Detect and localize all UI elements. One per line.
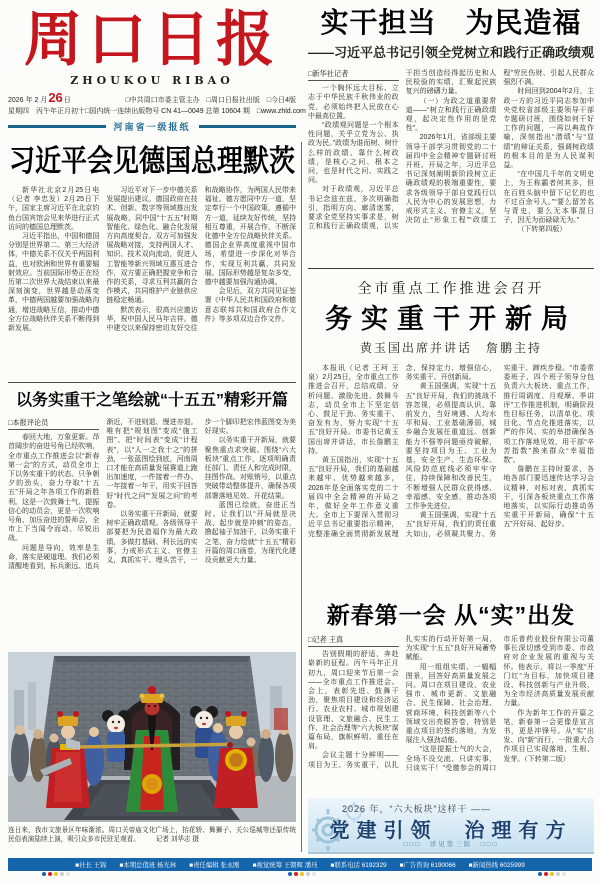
masthead bbox=[8, 2, 306, 133]
publish-date: 2026 年 2 月26日 bbox=[8, 90, 71, 105]
paragraph: “这是提振士气的大会，全场不设交流、只讲实事，只谈实干！”受邀参会的周口市乐普药业股份有限公司董事长深切感受到市委、市政府对企业发展的重视与关怀。他表示，将以一季度“开门红”为目标，加快项目建设、科技创新与产业升级，为全市经济高质量发展贡献力量。 bbox=[405, 636, 594, 772]
paragraph: 黄玉国强调，实现“十五五”良好开局，我们的责任重大如山，必须凝共聚力、务实重干、蹄疾步稳。“市委常委班子、四个班子领导分包负责六大板块、重点工作，推行周调度、月观摩、季讲评”工作推进机制，明确阶段性目标任务，以清单化、项目化、节点化推进落实，以严的作风、实的举措确保各项工作落地见效，用干部“辛苦指数”换来群众“幸福指数”。 bbox=[405, 365, 594, 538]
paragraph: “政绩观问题是一个根本性问题，关乎立党为公、执政为民。”政绩为谁而树、树什么样的政绩、靠什么树政绩，是核心之问、根本之问，也是时代之问、实践之问。 bbox=[308, 122, 399, 185]
publisher-line: □中共周口市委主管主办 □周口日报社出版 □今日4版 bbox=[125, 97, 296, 104]
newspaper-title-pinyin: ZHOUKOU RIBAO bbox=[70, 74, 234, 87]
caption-text: 连日来，我市文旅景区年味渐浓。周口关帝庙文化广场上，抬花轿、舞狮子、关公巡城等还原传统民俗表演陆续上演，吸引众多市民驻足观看。 bbox=[8, 827, 296, 843]
article-subtitle: ——习近平总书记引领全党树立和践行正确政绩观 bbox=[308, 45, 595, 60]
article-body bbox=[8, 418, 296, 640]
registration-marks-center bbox=[288, 872, 316, 876]
paragraph: 问题是导向，效率是生命，落实是硬道理。我们必须清醒地看到，标兵渐远、追兵渐近，不进则退、慢进亦退。唯有把“规划图”变成“施工图”、把“时间表”变成“计程表”，以“人一之我十之”的拼劲，一张蓝图绘到底，河南周口才能在高质量发展赛道上跑出加速度，一件接着一件办、一年接着一年干，用实干回答好“时代之问”“发展之问”的考卷。 bbox=[8, 419, 198, 571]
newspaper-title: 周口日报 bbox=[23, 3, 280, 75]
paragraph: 用一组组实绩、一幅幅图景，回答好高质量发展之问。周口在项目建设、农业强市、城市更新、文旅融合、民生保障、社会治理、营商环境、科技创新等八个领域交出亮眼答卷，特别是重点项目的签约落地，为发展注入强劲动能。 bbox=[405, 663, 497, 745]
paragraph: 时间回到2004年2月，主政一方的习近平同志参加中央党校省部级主要领导干部专题研讨班，围绕如何干好工作的问题，一再以典故作喻，深刻指出“潜绩”与“显绩”的辩证关系，强调树政绩的根本目的是为人民谋利益。 bbox=[503, 88, 594, 170]
grade-rule-right bbox=[199, 125, 297, 128]
article-body bbox=[308, 635, 594, 793]
footer-item: ■新闻热线 6025999 bbox=[468, 862, 525, 869]
dateline bbox=[8, 90, 306, 117]
article-editorial bbox=[8, 390, 296, 640]
column-divider bbox=[301, 142, 302, 852]
article-headline: 以务实重干之笔绘就“十五五”精彩开篇 bbox=[15, 392, 288, 409]
banner-note: □□□ 详见第三版 □□□ bbox=[403, 841, 499, 848]
paragraph: 习近平指出，中国和德国分别是世界第二、第三大经济体，中德关系不仅关乎两国利益，也对欧洲和世界有重要辐射效应。当前国际形势正在经历第二次世界大战结束以来最深刻演变，世界越是动荡变革，中德两国越要加强战略沟通，增进战略互信，推动中德全方位战略伙伴关系不断得到新发展。 bbox=[8, 233, 100, 333]
registration-marks-right bbox=[538, 872, 566, 876]
paragraph: 黄玉国指出，实现“十五五”良好开局，我们的基础越来越牢、优势越来越多，2026年是全面落实党的二十届四中全会精神的开局之年，做好全年工作意义重大。全市上下要深入贯彻习近平总书记重要指示精神，完整准确全面贯彻新发展理念，保持定力、增强信心，务实重干、开创新局。 bbox=[308, 365, 497, 538]
article-xi-meets-merz bbox=[8, 140, 296, 383]
paragraph: 会议主题十分鲜明——项目为王、务实重干，以扎扎实实的行动开好第一局，为实现“十五五”良好开局蓄势赋能。 bbox=[308, 636, 497, 769]
paragraph: 詹鹏在主持时要求，各地各部门要迅速传达学习会议精神，对标对表、真抓实干，引深各板块重点工作落地落实，以实际行动推动务实重干开新局，确保“十五五”开好局、起好步。 bbox=[503, 466, 594, 529]
article-headline: 新春第一会 从“实”出发 bbox=[326, 602, 576, 628]
footer-item: ■联系电话 6192329 bbox=[330, 862, 387, 869]
paragraph: （下转第四版） bbox=[517, 226, 567, 234]
banner-title: 党建引领 治理有方 bbox=[329, 818, 573, 842]
paragraph: 习近平对下一步中德关系发展提出建议。德国政府在技术、创新、数字等领域推出发展战略，同中国“十五五”时期智能化、绿色化、融合化发展方向高度契合。双方可加强发展战略对接，支持两国人才、知识、技术双向流动，促进人工智能等新兴领域互惠互进合作，双方要正确把握竞争和合作的关系，寻求互利共赢的合作模式，共同维护产业链供应链稳定畅通。 bbox=[106, 187, 198, 305]
article-new-year bbox=[308, 600, 594, 793]
weekday-lunar: 星期四 丙午年正月初十 bbox=[8, 108, 85, 115]
article-body bbox=[8, 186, 296, 374]
paragraph: 对于政绩观，习近平总书记念兹在兹、多次明确指引，指明方向、廓清迷雾，要求全党坚持实事求是，树立和践行正确政绩观，以实干担当创造经得起历史和人民检验的实绩，汇聚起民族复兴的磅礴力量。 bbox=[308, 70, 497, 231]
paragraph: 默茨表示，很高兴应邀访华，祝中国人民马年吉祥。德中建交以来保持密切友好交往和战略协作，为两国人民带来福祉。德方愿同中方一道，坚定奉行一个中国政策，遵循中方一道，延续友好传统，坚持相互尊重，开展合作，不断深化德中全方位战略伙伴关系。德国企业界高度重视中国市场，希望进一步深化对华合作，实现互利共赢，共同发展。国际形势越是复杂多变，德中越要加强沟通协调。 bbox=[106, 187, 296, 333]
paragraph: 蓝图已绘就，奋进正当时。让我们以“开局就是决战、起步就是冲刺”的姿态，撸起袖子加油干，以务实重干之笔，奋力绘就“十五五”精彩开篇的周口画卷，为现代化建设贡献更大力量。 bbox=[204, 501, 296, 565]
article-kicker: 全市重点工作推进会召开 bbox=[357, 280, 545, 296]
grade-banner bbox=[8, 120, 296, 133]
banner-kicker: 2026 年，“六大板块”这样干 —— bbox=[342, 804, 492, 814]
article-headline: 务实重干开新局 bbox=[325, 304, 577, 334]
grade-label: 河南省一级报纸 bbox=[113, 122, 191, 132]
byline: □新华社记者 bbox=[308, 69, 399, 81]
folk-performance-photo bbox=[8, 652, 296, 822]
paragraph: 以务实重干开新局，就要聚焦重点求突破。围绕“六大板块”重点工作，逐项明确责任部门、责任人和完成时限，挂图作战、对账销号，以重点突破带动整体提升，确保各项部署落地见效、开花结果。 bbox=[204, 437, 296, 500]
paragraph: 黄玉国强调，实现“十五五”良好开局，我们的挑战不容忽视，必须提高认识、靠前发力，当好境遇、人均水平和局、工业基础薄弱，城乡融合发展任重道远。创新能力不强等问题亟待破解，要坚持项目为王、工业为基，安全生产、生态环保、风险防范底线必须牢牢守住，持续保障和改善民生，不断增强人民群众获得感、幸福感、安全感，推动各项工作争先进位。 bbox=[405, 383, 497, 511]
article-subtitle: 黄玉国出席并讲话 詹鹏主持 bbox=[359, 341, 542, 355]
footer-item: ■视觉统筹 王朝辉 潘珏 bbox=[252, 862, 318, 869]
footer-item: ■社长 王锦 bbox=[75, 862, 107, 869]
paragraph: 春回大地，万象更新。昂首阔步的奋进号角已经吹响，全市重点工作推进会以“新春第一会”的方式，动员全市上下以务实重干的状态、只争朝夕的劲头，奋力夺取“十五五”开局之年各项工作的新胜利。这是一次鼓舞士气、提振信心的动员会，更是一次吹响号角、加压奋进的誓师会，全市上下当闻令而动、尽锐出战。 bbox=[8, 434, 100, 543]
paragraph: 告别假期的舒适，奔赴崭新的征程。丙午马年正月初九，周口迎来节后第一会——全市重点工作推进会。会上，表彰先进、鼓舞干劲，聚焦项目建设和经济运行、农业农村、城市规划建设管理、文旅融合、民生工作、社会治理等“六大板块”谋篇布局，旗帜鲜明、重任在肩。 bbox=[308, 651, 399, 751]
series-banner bbox=[308, 798, 594, 854]
article-headline: 实干担当 为民造福 bbox=[320, 7, 582, 38]
paragraph: （一）为政之道重要常道——“树立和践行正确政绩观，起决定性作用的是党性”。 bbox=[405, 97, 497, 133]
photo-illustration bbox=[8, 652, 296, 822]
paragraph: 会见后，双方共同见证签署《中华人民共和国政府和德意志联邦共和国政府合作文件》等多项双边合作文件。 bbox=[204, 288, 296, 323]
paragraph: “在中国几千年的文明史上，为王称霸者何其多，但在百姓头脑中留下记忆的也不过百余号人。”“要么留芳名与青史，要么无本事混日子，因无为而碌碌无为。” bbox=[503, 171, 594, 225]
byline: □记者 王真 bbox=[308, 635, 399, 647]
photo-caption bbox=[8, 826, 296, 844]
article-body bbox=[308, 69, 594, 249]
article-push-meeting bbox=[308, 278, 594, 584]
paragraph: 本报讯（记者 王珂 王泉）2月25日，全市重点工作推进会召开，总结成绩、分析问题、激励先进、鼓舞斗志，动员全市上下坚定信心、鼓足干劲、务实重干、奋发有为，努力实现“十五五”良好开局。市委书记黄玉国出席并讲话，市长詹鹏主持。 bbox=[308, 365, 399, 455]
issue-line: □国内统一连续出版物号 CN 41—0049 总第 10604 期 □www.zhld.com bbox=[85, 108, 306, 115]
registration-marks-left bbox=[42, 872, 70, 876]
photo-credit: 记者 刘华志 摄 bbox=[155, 836, 199, 843]
paragraph: 新华社北京2月25日电（记者 李忠发）2月25日下午，国家主席习近平在北京钓鱼台国宾馆会见来华进行正式访问的德国总理默茨。 bbox=[8, 187, 100, 231]
footer-item: ■广告咨询 6190066 bbox=[399, 862, 456, 869]
article-body bbox=[308, 364, 594, 584]
article-headline: 习近平会见德国总理默茨 bbox=[8, 143, 295, 178]
publish-day: 26 bbox=[48, 90, 63, 105]
paragraph: 2026年1月，省部级主要领导干部学习贯彻党的二十届四中全会精神专题研讨班开班。开局之年，习近平总书记深刻阐明新阶段树立正确政绩观的极端重要性，要求各级领导干部自觉践行以人民为中心的发展思想，力戒形式主义、官僚主义，坚决防止“形象工程”“政绩工程”劳民伤财、引起人民群众强烈不满。 bbox=[405, 70, 594, 225]
footer-item: ■本期总值班 杨光林 bbox=[119, 862, 177, 869]
footer-bar bbox=[8, 858, 592, 871]
paragraph: 一个胸怀远大目标、立志于中华民族千秋伟业的政党，必须始终把人民放在心中最高位置。 bbox=[308, 85, 399, 120]
article-shidan-weimin bbox=[308, 6, 594, 269]
grade-rule-left bbox=[8, 125, 106, 128]
footer-item: ■责任编辑 张永刚 bbox=[189, 862, 240, 869]
paragraph: 以务实重干开新局，就要树牢正确政绩观。各级领导干部要把为民造福作为最大政绩，多做打基础、利长远的实事，力戒形式主义、官僚主义，真抓实干、埋头苦干，一步一个脚印把宏伟蓝图变为美好现实。 bbox=[106, 419, 296, 565]
paragraph: 作为新年工作的开篇之笔，新春第一会更像是宣言书，更是冲锋号。从“实”出发、向“新”而行，一批重大合作项目已实现落地、生根、发芽。（下转第二版） bbox=[503, 709, 594, 763]
byline: □本报评论员 bbox=[8, 418, 99, 430]
